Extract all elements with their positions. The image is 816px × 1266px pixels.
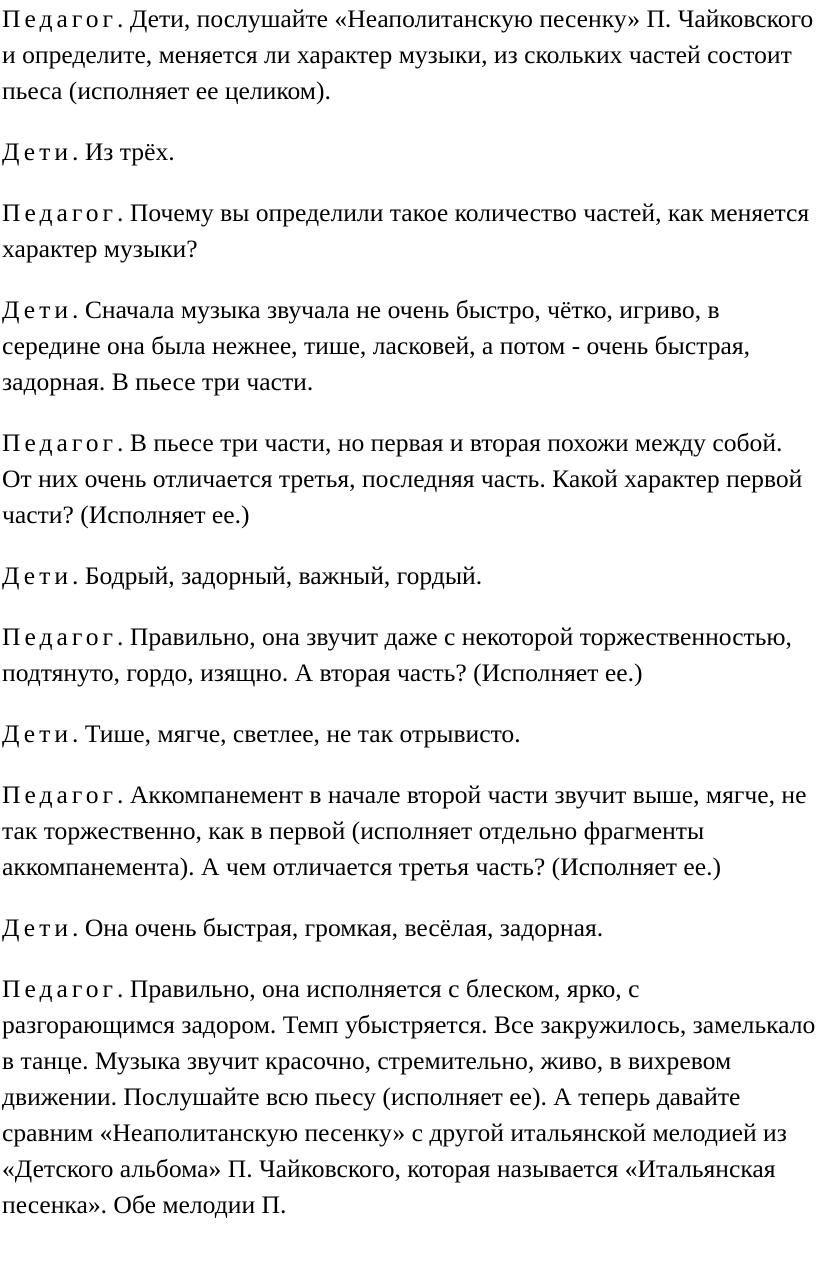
dialogue-text: . Она очень быстрая, громкая, весёлая, задорная. — [72, 913, 604, 942]
dialogue-paragraph — [2, 971, 816, 1223]
dialogue-text: . Сначала музыка звучала не очень быстро, чётко, игриво, в середине она была нежнее, тише, ласковей, а потом - очень быстрая, задорная. В пьесе три части. — [2, 295, 751, 396]
dialogue-paragraph — [2, 292, 816, 400]
dialogue-text: . Аккомпанемент в начале второй части звучит выше, мягче, не так торжественно, как в первой (исполняет отдельно фрагменты аккомпанемента). А чем отличается третья часть? (Исполняет ее.) — [2, 780, 807, 881]
speaker-label: Педагог — [2, 4, 118, 33]
document-page — [0, 1, 816, 1223]
dialogue-paragraph — [2, 777, 816, 885]
dialogue-paragraph — [2, 1, 816, 109]
speaker-label: Педагог — [2, 780, 118, 809]
speaker-label: Педагог — [2, 974, 118, 1003]
dialogue-paragraph — [2, 425, 816, 533]
dialogue-paragraph — [2, 558, 816, 594]
speaker-label: Педагог — [2, 428, 118, 457]
dialogue-paragraph — [2, 910, 816, 946]
dialogue-text: . Почему вы определили такое количество частей, как меняется характер музыки? — [2, 198, 810, 263]
speaker-label: Дети — [2, 295, 73, 324]
speaker-label: Педагог — [2, 198, 118, 227]
dialogue-text: . Правильно, она звучит даже с некоторой торжественностью, подтянуто, гордо, изящно. А вторая часть? (Исполняет ее.) — [2, 622, 792, 687]
dialogue-text: . Тише, мягче, светлее, не так отрывисто. — [72, 719, 521, 748]
dialogue-paragraph — [2, 195, 816, 267]
speaker-label: Дети — [2, 913, 73, 942]
dialogue-text: . Из трёх. — [72, 137, 175, 166]
speaker-label: Дети — [2, 561, 73, 590]
dialogue-text: . Правильно, она исполняется с блеском, ярко, с разгорающимся задором. Темп убыстряется. Все закружилось, замелькало в танце. Музыка звучит красочно, стремительно, живо, в вихревом движении. Послушайте всю пьесу (исполняет ее). А теперь давайте сравним «Неаполитанскую песенку» с другой итальянской мелодией из «Детского альбома» П. Чайковского, которая называется «Итальянская песенка». Обе мелодии П. — [2, 974, 816, 1219]
dialogue-text: . В пьесе три части, но первая и вторая похожи между собой. От них очень отличается третья, последняя часть. Какой характер первой части? (Исполняет ее.) — [2, 428, 803, 529]
dialogue-paragraph — [2, 716, 816, 752]
dialogue-paragraph — [2, 619, 816, 691]
dialogue-text: . Бодрый, задорный, важный, гордый. — [72, 561, 483, 590]
dialogue-text: . Дети, послушайте «Неаполитанскую песенку» П. Чайковского и определите, меняется ли характер музыки, из скольких частей состоит пьеса (исполняет ее целиком). — [2, 4, 814, 105]
speaker-label: Дети — [2, 719, 73, 748]
speaker-label: Дети — [2, 137, 73, 166]
speaker-label: Педагог — [2, 622, 118, 651]
dialogue-paragraph — [2, 134, 816, 170]
